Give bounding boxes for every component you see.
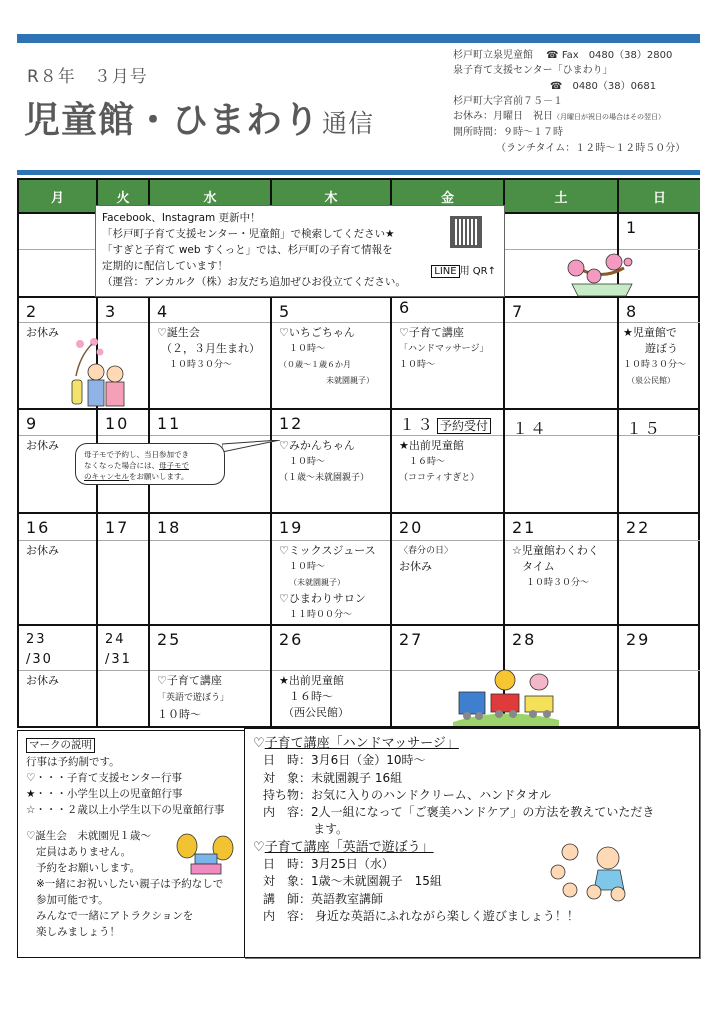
top-accent-bar (17, 34, 700, 43)
course1-content: 内 容：2人一組になって「ご褒美ハンドケア」の方法を教えていただき (263, 805, 655, 820)
weekday-mon: 月 (19, 180, 98, 214)
title-main: 児童館・ひまわり (24, 100, 321, 141)
animal-train-illustration (453, 662, 559, 726)
day-number: 29 (626, 630, 651, 649)
event-text: ♡ミックスジュース １０時～ （未就園親子） ♡ひまわりサロン １１時００分～ (279, 544, 376, 620)
birthday-note: ※一緒にお祝いしたい親子は予約なしで (36, 878, 224, 890)
course2-datetime: 日 時：3月25日（水） (263, 857, 394, 872)
day-number: 9 (26, 414, 39, 433)
day-cell-6 (392, 298, 505, 410)
weekday-fri: 金 (392, 180, 505, 214)
day-number: 11 (157, 414, 182, 433)
weekday-sun: 日 (619, 180, 700, 214)
day-number: 18 (157, 518, 182, 537)
info-address: 杉戸町大字宮前７５－１ (453, 95, 563, 107)
day-number: 1 (626, 218, 639, 237)
legend-outline-star-line: ☆・・・２歳以上小学生以下の児童館行事 (26, 804, 225, 816)
notice-line: 定期的に配信しています！ (102, 260, 228, 272)
birthday-note: 楽しみましょう！ (36, 926, 120, 938)
day-number: 28 (512, 630, 537, 649)
day-number: 3 (105, 302, 118, 321)
day-cell-5 (272, 298, 392, 410)
event-text: ★児童館で 遊ぼう １０時３０分～ （泉公民館） (623, 326, 687, 385)
event-text: ★出前児童館 １６時～ （西公民館） (279, 674, 349, 719)
line-qr-label: LINE 用 QR↑ (431, 264, 496, 280)
qr-code-icon[interactable] (450, 216, 482, 248)
event-text: ☆児童館わくわく タイム １０時３０分～ (512, 544, 599, 588)
event-text: ♡子育て講座 「ハンドマッサージ」 １０時～ (399, 326, 489, 370)
notice-line: 「すぎと子育て web すくっと」では、杉戸町の子育て情報を (102, 244, 393, 256)
cherry-blossom-bonsai-illustration (562, 250, 640, 298)
course2-title: ♡子育て講座「英語で遊ぼう」 (253, 839, 434, 855)
day-cell-16 (19, 514, 98, 626)
calendar-top-accent (17, 170, 700, 175)
event-text: ♡みかんちゃん １０時～ （１歳～未就園親子） (279, 439, 370, 483)
course1-title: ♡子育て講座「ハンドマッサージ」 (253, 736, 459, 751)
day-number: 12 (279, 414, 304, 433)
info-phone: ☎ 0480（38）0681 (550, 80, 657, 92)
course1-content-cont: ます。 (313, 822, 349, 837)
event-text: お休み (26, 439, 59, 452)
event-text: お休み (26, 544, 59, 557)
contact-info (453, 48, 685, 156)
weekday-tue: 火 (98, 180, 150, 214)
legend-line: 行事は予約制です。 (26, 756, 120, 768)
day-cell-13 (392, 410, 505, 514)
event-text: ♡誕生会 （２，３月生まれ） １０時３０分～ (157, 326, 260, 370)
reservation-badge: 予約受付 (437, 418, 491, 434)
day-cell-23-30 (19, 626, 98, 728)
event-text: ♡子育て講座 「英語で遊ぼう」 １０時～ (157, 674, 230, 721)
day-cell-7 (505, 298, 619, 410)
legend-star-line: ★・・・小学生以上の児童館行事 (26, 788, 183, 800)
event-text: ♡いちごちゃん １０時～ （０歳～１歳６か月 未就園親子） (279, 326, 374, 385)
day-number: １４ (512, 419, 549, 438)
event-text: 〈春分の日〉 お休み (399, 546, 454, 573)
birthday-title: ♡誕生会 未就園児１歳～ (26, 830, 151, 842)
day-number: 16 (26, 518, 51, 537)
weekday-wed: 水 (150, 180, 272, 214)
day-number: 23 /30 (26, 632, 53, 667)
sns-notice (95, 205, 505, 297)
day-cell-15 (619, 410, 700, 514)
day-number: 7 (512, 302, 525, 321)
course2-target: 対 象：1歳～未就園親子 15組 (263, 874, 442, 889)
day-number: 6 (399, 298, 412, 317)
notice-line: （運営：アンカルク（株）お友だち追加ぜひお役立てください。 (102, 276, 406, 288)
bees-birthday-cake-illustration (175, 830, 237, 880)
english-class-children-illustration (548, 842, 632, 904)
day-cell-empty (19, 214, 98, 298)
day-cell-22 (619, 514, 700, 626)
day-cell-29 (619, 626, 700, 728)
day-cell-14 (505, 410, 619, 514)
day-cell-20 (392, 514, 505, 626)
newsletter-title (24, 92, 374, 143)
birthday-note: 参加可能です。 (36, 894, 109, 906)
legend-title: マークの説明 (26, 738, 95, 753)
weekday-thu: 木 (272, 180, 392, 214)
birthday-note: みんなで一緒にアトラクションを (36, 910, 194, 922)
hina-dolls-illustration (70, 336, 130, 408)
birthday-note: 予約をお願いします。 (36, 862, 141, 874)
info-hours: 開所時間：９時～１７時 (453, 127, 563, 139)
course2-instructor: 講 師：英語教室講師 (263, 891, 384, 906)
day-number: １５ (626, 419, 663, 438)
day-number: 20 (399, 518, 424, 537)
day-number: 22 (626, 518, 651, 537)
day-number: 24 /31 (105, 632, 132, 667)
day-number: 8 (626, 302, 639, 321)
info-line: 杉戸町立泉児童館 ☎ Fax 0480（38）2800 (453, 50, 673, 61)
day-cell-4 (150, 298, 272, 410)
day-cell-24-31 (98, 626, 150, 728)
info-lunch: （ランチタイム：１２時～１２時５０分） (496, 142, 686, 154)
info-line: 泉子育て支援センター「ひまわり」 (453, 65, 613, 77)
day-number: 17 (105, 518, 130, 537)
day-cell-26 (272, 626, 392, 728)
info-closed: お休み：月曜日 祝日（月曜日が祝日の場合はその翌日） (453, 111, 665, 123)
event-text: お休み (26, 674, 59, 687)
day-number: 10 (105, 414, 130, 433)
day-cell-25 (150, 626, 272, 728)
day-number: 2 (26, 302, 39, 321)
day-number: 4 (157, 302, 170, 321)
legend-heart-line: ♡・・・子育て支援センター行事 (26, 772, 182, 784)
birthday-note: 定員はありません。 (36, 846, 132, 858)
course1-datetime: 日 時：3月6日（金）10時～ (263, 753, 426, 768)
day-cell-12 (272, 410, 392, 514)
day-cell-19 (272, 514, 392, 626)
day-number: 5 (279, 302, 292, 321)
day-cell-17 (98, 514, 150, 626)
course1-target: 対 象：未就園親子 16組 (263, 770, 403, 785)
day-cell-21 (505, 514, 619, 626)
event-text: ★出前児童館 １６時～ （ココティすぎと） (399, 439, 480, 483)
notice-line: Facebook、Instagram 更新中！ (102, 212, 261, 224)
day-number: 25 (157, 630, 182, 649)
day-number: 19 (279, 518, 304, 537)
day-number: 21 (512, 518, 537, 537)
issue-label: R８年 ３月号 (27, 67, 148, 87)
cancel-note-bubble: 母子モで予約し、当日参加でき なくなった場合には、母子モで のキャンセルをお願いします。 (75, 443, 225, 485)
bubble-tail (222, 440, 282, 456)
day-cell-18 (150, 514, 272, 626)
day-number: 27 (399, 630, 424, 649)
course2-content: 内 容： 身近な英語にふれながら楽しく遊びましょう！！ (263, 908, 579, 923)
title-suffix: 通信 (322, 109, 375, 138)
day-number: １３ 予約受付 (399, 412, 491, 435)
event-text: お休み (26, 326, 59, 339)
notice-line: 「杉戸町子育て支援センター・児童館」で検索してください★ (102, 228, 395, 240)
course1-belongings: 持ち物：お気に入りのハンドクリーム、ハンドタオル (263, 787, 552, 802)
day-number: 26 (279, 630, 304, 649)
weekday-sat: 土 (505, 180, 619, 214)
day-cell-8 (619, 298, 700, 410)
